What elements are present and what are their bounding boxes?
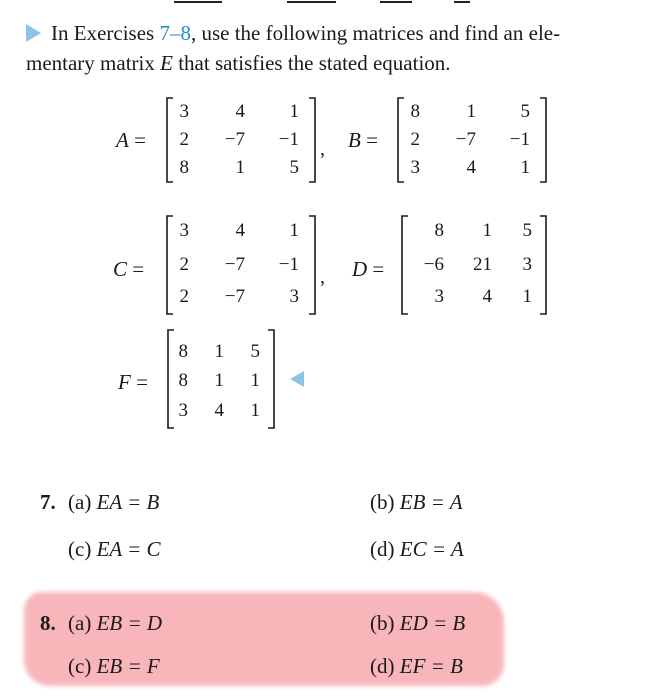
exercise-8d: (d) EF = B [370,654,463,678]
exercise-7b: (b) EB = A [370,490,463,514]
exercise-range-link[interactable]: 7–8 [159,21,191,45]
matrix-cell: 1 [250,370,260,391]
matrix-cell: 3 [178,400,188,421]
triangle-right-icon [26,24,41,42]
cropped-previous-line [0,0,648,8]
matrix-cell: 8 [178,370,188,391]
matrix-cell: 5 [250,341,260,362]
matrix-cell: 3 [522,254,532,275]
matrix-cell: 1 [250,400,260,421]
matrix-cell: −1 [509,129,530,150]
matrix-cell: 2 [179,129,189,150]
exercise-7d: (d) EC = A [370,537,464,561]
matrix-cell: 4 [235,220,245,241]
matrix-cell: 1 [522,286,532,307]
matrix-cell: 2 [179,286,189,307]
matrix-cell: −7 [224,286,245,307]
matrix-cell: −1 [278,129,299,150]
matrix-cell: −6 [423,254,444,275]
exercise-instructions: In Exercises 7–8, use the following matrices and find an ele- mentary matrix E that satisfies the stated equation. [26,21,561,75]
matrix-cell: 8 [178,341,188,362]
matrix-cell: 2 [410,129,420,150]
matrix-cell: 3 [179,101,189,122]
matrix-label-c: C = [113,257,145,281]
matrix-cell: −7 [224,129,245,150]
matrix-cell: 5 [522,220,532,241]
matrix-label-f: F = [118,370,148,394]
exercise-8a: (a) EB = D [68,611,163,635]
matrix-cell: −7 [224,254,245,275]
matrix-cell: 1 [520,157,530,178]
matrix-cell: 5 [520,101,530,122]
matrix-cell: −1 [278,254,299,275]
exercise-7-number: 7. [40,490,56,514]
matrix-cell: 3 [289,286,299,307]
exercise-7a: (a) EA = B [68,490,160,514]
matrix-cell: 4 [466,157,476,178]
matrix-cell: 8 [434,220,444,241]
matrix-cell: 1 [482,220,492,241]
matrix-cell: 1 [289,101,299,122]
matrix-cell: 8 [179,157,189,178]
matrix-cell: 8 [410,101,420,122]
exercise-8-number: 8. [40,611,56,635]
matrix-label-a: A = [116,128,146,152]
matrix-cell: 1 [235,157,245,178]
separator-comma: , [320,138,325,160]
matrix-cell: 1 [289,220,299,241]
matrix-cell: 3 [434,286,444,307]
matrix-cell: 1 [214,370,224,391]
matrix-cell: 3 [179,220,189,241]
matrix-label-b: B = [348,128,378,152]
matrix-cell: 3 [410,157,420,178]
matrix-cell: −7 [455,129,476,150]
matrix-cell: 21 [473,254,492,275]
matrix-cell: 5 [289,157,299,178]
matrix-cell: 1 [466,101,476,122]
exercise-7c: (c) EA = C [68,537,161,561]
exercise-8c: (c) EB = F [68,654,160,678]
matrix-label-d: D = [352,257,385,281]
matrix-cell: 4 [235,101,245,122]
separator-comma: , [320,266,325,288]
exercise-8b: (b) ED = B [370,611,466,635]
matrix-cell: 4 [214,400,224,421]
matrix-cell: 4 [482,286,492,307]
matrix-cell: 2 [179,254,189,275]
matrix-cell: 1 [214,341,224,362]
triangle-left-icon [290,371,304,387]
